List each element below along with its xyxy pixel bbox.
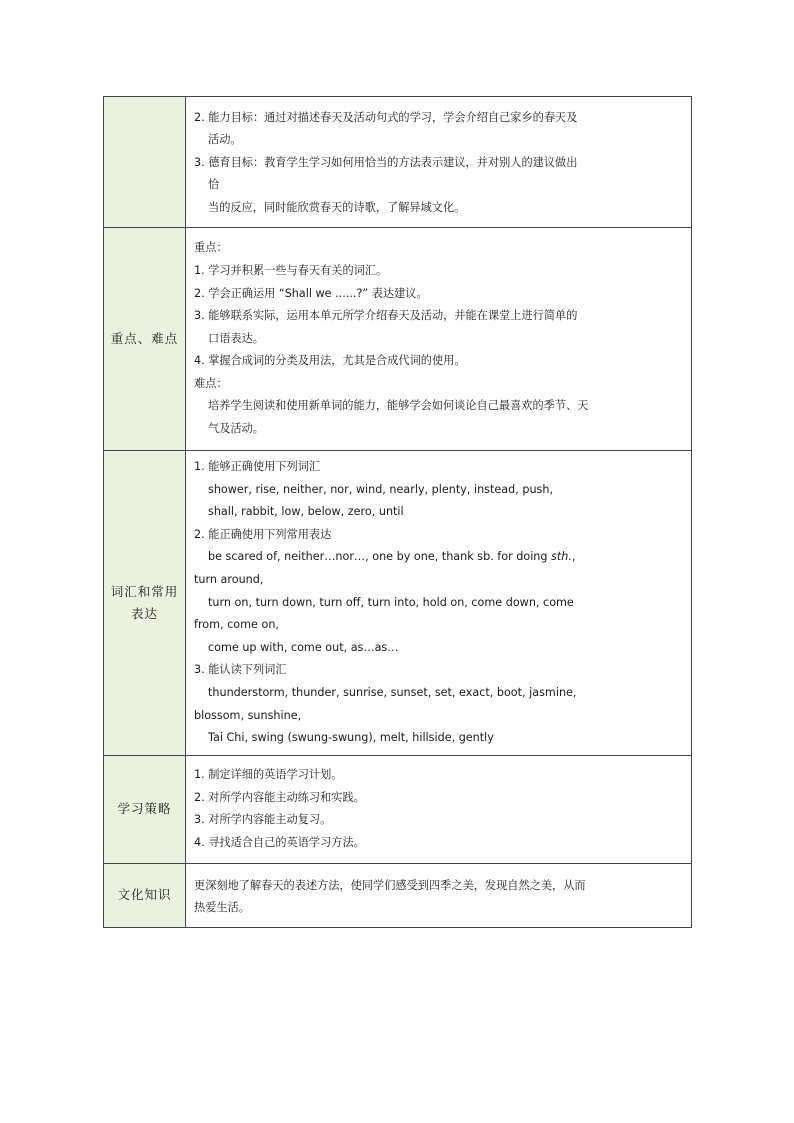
strategy-item: 1. 制定详细的英语学习计划。: [194, 768, 343, 782]
strategy-item: 4. 寻找适合自己的英语学习方法。: [194, 835, 365, 849]
difficult-point-item-cont: 气及活动。: [208, 422, 264, 436]
expressions-heading: 2. 能正确使用下列常用表达: [194, 527, 332, 541]
culture-text-cont: 热爱生活。: [194, 901, 250, 915]
culture-text: 更深刻地了解春天的表述方法，使同学们感受到四季之美，发现自然之美，从而: [194, 878, 586, 892]
ability-goal-cont: 活动。: [208, 133, 242, 147]
table-row: [104, 451, 692, 756]
vocab-heading: 1. 能够正确使用下列词汇: [194, 460, 321, 473]
difficult-points-heading: 难点：: [194, 376, 228, 390]
vocab-words: shall, rabbit, low, below, zero, until: [208, 505, 404, 519]
expressions-italic: sth.: [551, 550, 572, 564]
row-label-key-points: 重点、难点: [104, 228, 186, 451]
recognize-words: blossom, sunshine,: [194, 708, 302, 722]
key-point-item: 4. 掌握合成词的分类及用法，尤其是合成代词的使用。: [194, 354, 466, 368]
recognize-words: Tai Chi, swing (swung-swung), melt, hillside, gently: [208, 731, 494, 745]
vocab-words: shower, rise, neither, nor, wind, nearly, plenty, instead, push,: [208, 482, 554, 496]
key-point-item: 2. 学会正确运用 “Shall we ......?” 表达建议。: [194, 286, 428, 300]
recognize-heading: 3. 能认读下列词汇: [194, 663, 287, 677]
table-row: [104, 755, 692, 863]
expressions-line: [194, 546, 683, 569]
moral-goal: 3. 德育目标：教育学生学习如何用恰当的方法表示建议，并对别人的建议做出: [194, 155, 578, 169]
recognize-words: thunderstorm, thunder, sunrise, sunset, set, exact, boot, jasmine,: [208, 685, 577, 699]
expressions-line: turn on, turn down, turn off, turn into, hold on, come down, come: [208, 595, 574, 609]
table-row: [104, 228, 692, 451]
table-row: [104, 97, 692, 228]
moral-goal-cont: 恰: [208, 178, 220, 192]
row-label-culture: 文化知识: [104, 863, 186, 927]
expressions-line: come up with, come out, as…as…: [208, 640, 399, 654]
row-content: [186, 228, 692, 451]
strategy-item: 3. 对所学内容能主动复习。: [194, 813, 332, 827]
expressions-comma: ,: [571, 550, 576, 564]
row-label-strategy: 学习策略: [104, 755, 186, 863]
row-content: [186, 863, 692, 927]
lesson-plan-table: [103, 96, 692, 928]
expressions-line: turn around,: [194, 572, 264, 586]
expressions-line: from, come on,: [194, 618, 279, 632]
row-label: [104, 97, 186, 228]
key-points-heading: 重点：: [194, 241, 228, 255]
difficult-point-item: 培养学生阅读和使用新单词的能力，能够学会如何谈论自己最喜欢的季节、天: [208, 399, 589, 413]
ability-goal: 2. 能力目标：通过对描述春天及活动句式的学习，学会介绍自己家乡的春天及: [194, 110, 578, 124]
expressions-text: be scared of, neither…nor…, one by one, thank sb. for doing: [208, 550, 548, 564]
key-point-item: 3. 能够联系实际，运用本单元所学介绍春天及活动，并能在课堂上进行简单的: [194, 309, 578, 323]
row-content: [186, 97, 692, 228]
row-content: [186, 755, 692, 863]
table-row: [104, 863, 692, 927]
row-label-vocabulary: 词汇和常用表达: [104, 451, 186, 756]
row-content: [186, 451, 692, 756]
key-point-item-cont: 口语表达。: [208, 331, 264, 345]
moral-goal-cont2: 当的反应，同时能欣赏春天的诗歌，了解异域文化。: [208, 200, 466, 214]
key-point-item: 1. 学习并积累一些与春天有关的词汇。: [194, 263, 388, 277]
strategy-item: 2. 对所学内容能主动练习和实践。: [194, 790, 365, 804]
